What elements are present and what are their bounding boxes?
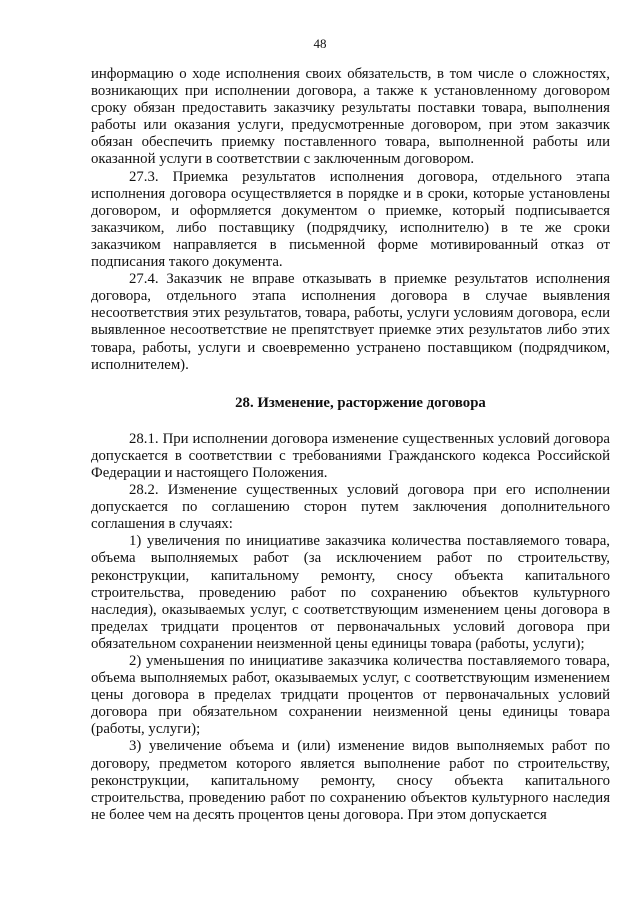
paragraph-27-4: 27.4. Заказчик не вправе отказывать в приемке результатов исполнения договора, отдельного этапа исполнения договора в случае выявления несоответствия этих результатов, товара, работы, услуги условиям договора, если выявленное несоответствие не препятствует приемке этих результатов либо этих товара, работы, услуги и своевременно устранено поставщиком (подрядчиком, исполнителем). [91, 271, 610, 373]
paragraph-28-2: 28.2. Изменение существенных условий договора при его исполнении допускается по соглашению сторон путем заключения дополнительного соглашения в случаях: [91, 482, 610, 533]
section-heading: 28. Изменение, расторжение договора [235, 394, 486, 411]
list-item-1: 1) увеличения по инициативе заказчика количества поставляемого товара, объема выполняемых работ (за исключением работ по строительству, реконструкции, капитальному ремонту, сносу объекта капитального строительства, проведению работ по сохранению объектов культурного наследия), оказываемых услуг, с соответствующим изменением цены договора в пределах тридцати процентов от первоначальных условий договора при обязательном сохранении неизменной цены единицы товара (работы, услуги); [91, 533, 610, 652]
document-body [91, 66, 610, 824]
paragraph-continuation: информацию о ходе исполнения своих обязательств, в том числе о сложностях, возникающих при исполнении договора, а также к установленному договором сроку обязан предоставить заказчику результаты поставки товара, выполнения работы или оказания услуги, предусмотренные договором, при этом заказчик обязан обеспечить приемку поставленного товара, выполненной работы или оказанной услуги в соответствии с заключенным договором. [91, 66, 610, 168]
paragraph-27-3: 27.3. Приемка результатов исполнения договора, отдельного этапа исполнения договора осуществляется в порядке и в сроки, которые установлены договором, и оформляется документом о приемке, который подписывается заказчиком, либо поставщику (подрядчику, исполнителю) в те же сроки заказчиком направляется в письменной форме мотивированный отказ от подписания такого документа. [91, 168, 610, 271]
list-item-3: 3) увеличение объема и (или) изменение видов выполняемых работ по договору, предметом которого является выполнение работ по строительству, реконструкции, капитальному ремонту, сносу объекта капитального строительства, проведению работ по сохранению объектов культурного наследия не более чем на десять процентов цены договора. При этом допускается [91, 738, 610, 823]
page-number: 48 [313, 36, 327, 51]
list-item-2: 2) уменьшения по инициативе заказчика количества поставляемого товара, объема выполняемых работ, оказываемых услуг, с соответствующим изменением цены договора в пределах тридцати процентов от первоначальных условий договора при обязательном сохранении неизменной цены единицы товара (работы, услуги); [91, 653, 610, 738]
paragraph-28-1: 28.1. При исполнении договора изменение существенных условий договора допускается в соответствии с требованиями Гражданского кодекса Российской Федерации и настоящего Положения. [91, 430, 610, 481]
